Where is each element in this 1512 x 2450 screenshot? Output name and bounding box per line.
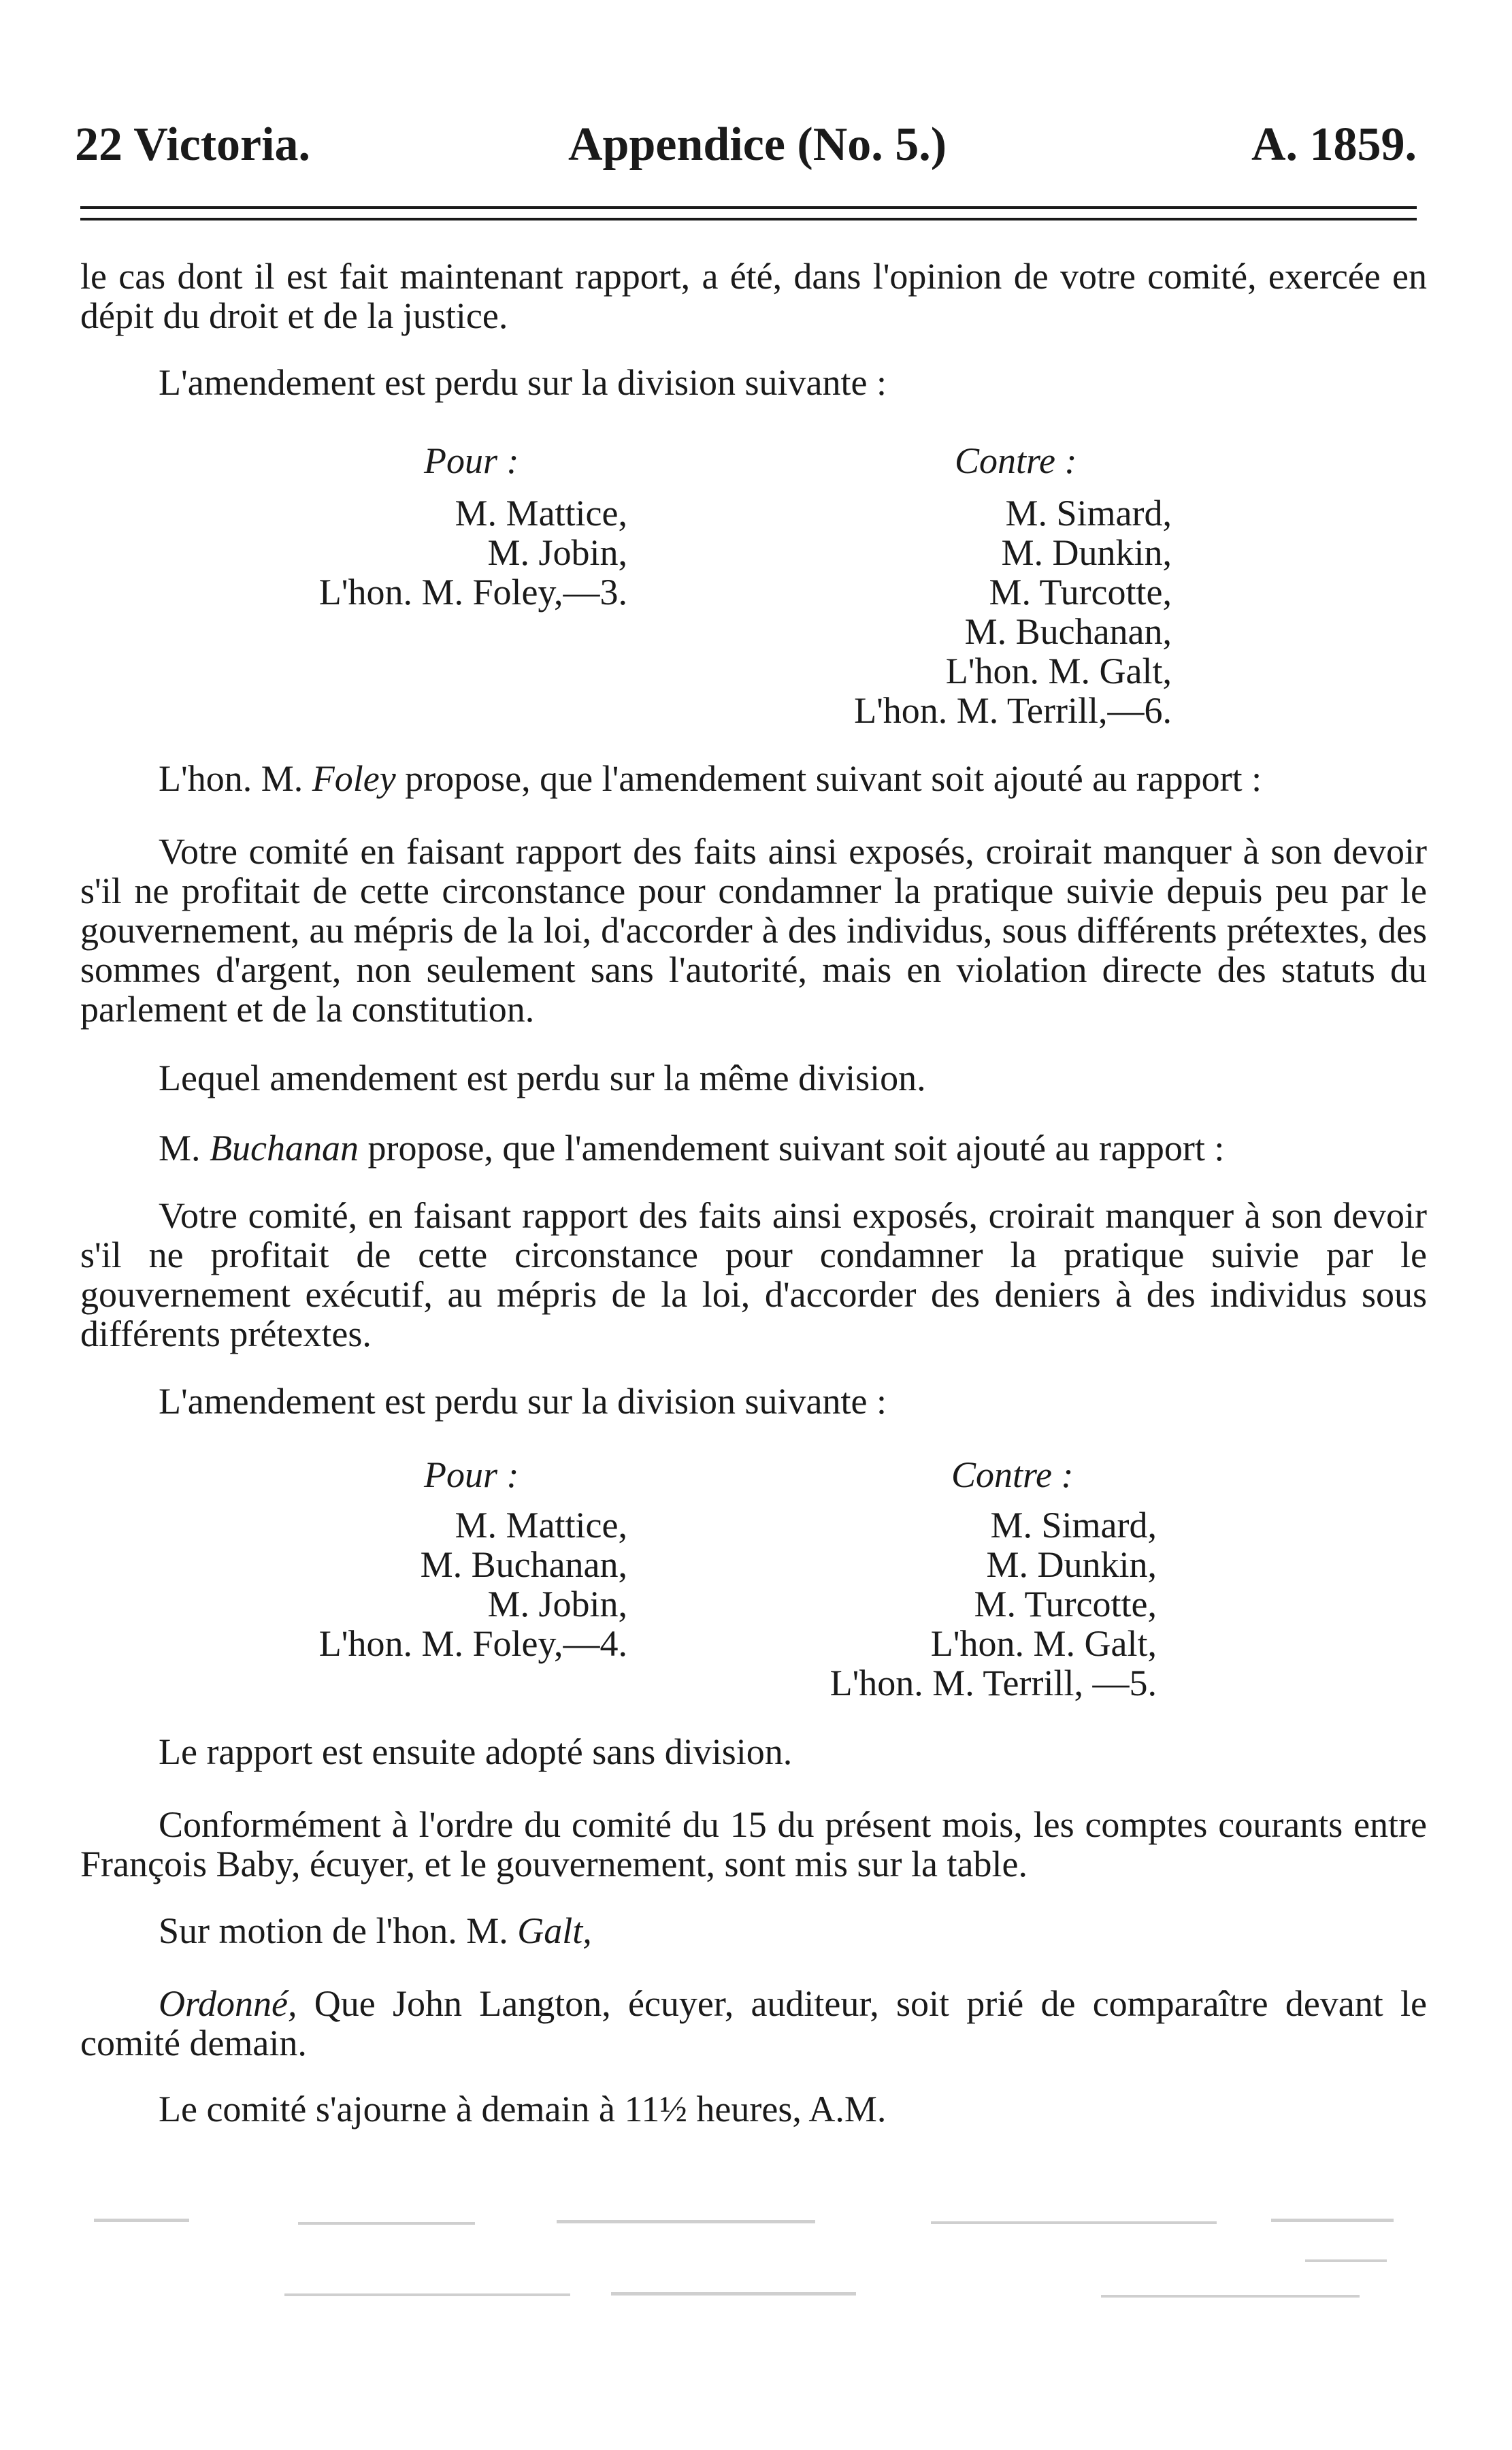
order-text: Que John Langton, écuyer, auditeur, soit prié de comparaître devant le comité demain. (80, 1983, 1427, 2063)
paragraph-foley-motion (80, 759, 1427, 798)
vote2-pour-member: M. Jobin, (487, 1584, 627, 1624)
vote1-contre-member: L'hon. M. Terrill,—6. (854, 690, 1172, 731)
buchanan-name: Buchanan (210, 1128, 359, 1169)
galt-name: Galt, (517, 1910, 592, 1951)
vote2-contre-member: L'hon. M. Terrill, —5. (829, 1663, 1157, 1703)
vote2-pour-member: M. Buchanan, (420, 1544, 627, 1585)
vote1-pour-list (319, 493, 627, 612)
vote1-contre-list (854, 493, 1172, 730)
vote1-contre-member: L'hon. M. Galt, (945, 651, 1172, 691)
header-rule-top (80, 206, 1417, 209)
paragraph-same-division: Lequel amendement est perdu sur la même division. (159, 1058, 926, 1098)
vote1-contre-member: M. Dunkin, (1001, 532, 1172, 573)
vote1-pour-member: M. Jobin, (487, 532, 627, 573)
paragraph-foley-amendment: Votre comité en faisant rapport des faits ainsi exposés, croirait manquer à son devoir s'il ne profitait de cette circonstance pour condamner la pratique suivie depuis peu par le gouvernement, au mépris de la loi, d'accorder à des individus, sous différents prétextes, des sommes d'argent, non seulement sans l'autorité, mais en violation directe des statuts du parlement et de la constitution. (80, 831, 1427, 1030)
galt-prefix: Sur motion de l'hon. M. (159, 1910, 518, 1951)
foley-name: Foley (312, 758, 396, 799)
buchanan-suffix: propose, que l'amendement suivant soit ajouté au rapport : (358, 1128, 1225, 1169)
page-header (75, 114, 1417, 176)
buchanan-prefix: M. (159, 1128, 210, 1169)
vote1-pour-heading: Pour : (424, 440, 519, 481)
paragraph-buchanan-motion (80, 1128, 1427, 1168)
vote1-contre-heading: Contre : (955, 440, 1077, 481)
vote1-contre-member: M. Simard, (1005, 493, 1172, 534)
vote2-contre-list (830, 1505, 1157, 1703)
vote2-pour-heading: Pour : (424, 1454, 519, 1495)
paragraph-report-adopted: Le rapport est ensuite adopté sans division. (159, 1731, 793, 1772)
vote2-contre-heading: Contre : (951, 1454, 1074, 1495)
bleed-through-smudge (80, 2205, 1428, 2321)
vote1-contre-member: M. Turcotte, (989, 572, 1172, 612)
paragraph-division-2: L'amendement est perdu sur la division suivante : (159, 1381, 887, 1422)
vote2-contre-member: M. Turcotte, (974, 1584, 1157, 1624)
paragraph-continuation: le cas dont il est fait maintenant rapport, a été, dans l'opinion de votre comité, exercée en dépit du droit et de la justice. (80, 256, 1427, 336)
vote1-pour-member: L'hon. M. Foley,—3. (318, 572, 627, 612)
vote2-contre-member: L'hon. M. Galt, (930, 1623, 1157, 1664)
vote2-pour-member: M. Mattice, (455, 1505, 627, 1546)
vote2-pour-member: L'hon. M. Foley,—4. (318, 1623, 627, 1664)
foley-prefix: L'hon. M. (159, 758, 312, 799)
vote2-contre-member: M. Dunkin, (986, 1544, 1157, 1585)
order-word: Ordonné, (159, 1983, 297, 2024)
paragraph-adjournment: Le comité s'ajourne à demain à 11½ heures, A.M. (159, 2089, 887, 2129)
foley-suffix: propose, que l'amendement suivant soit ajouté au rapport : (395, 758, 1262, 799)
vote2-contre-member: M. Simard, (990, 1505, 1157, 1546)
header-session: 22 Victoria. (75, 118, 311, 171)
vote1-pour-member: M. Mattice, (455, 493, 627, 534)
paragraph-division-1: L'amendement est perdu sur la division suivante : (159, 362, 887, 403)
vote1-contre-member: M. Buchanan, (964, 611, 1172, 652)
paragraph-order (80, 1984, 1427, 2063)
paragraph-galt-motion (80, 1911, 1427, 1950)
vote2-pour-list (319, 1505, 627, 1663)
paragraph-buchanan-amendment: Votre comité, en faisant rapport des faits ainsi exposés, croirait manquer à son devoir s'il ne profitait de cette circonstance pour condamner la pratique suivie par le gouvernement exécutif, au mépris de la loi, d'accorder des deniers à des individus sous différents prétextes. (80, 1195, 1427, 1354)
header-year: A. 1859. (1251, 118, 1417, 171)
header-rule-bottom (80, 218, 1417, 220)
header-appendix: Appendice (No. 5.) (568, 118, 947, 171)
paragraph-accounts-tabled: Conformément à l'ordre du comité du 15 du présent mois, les comptes courants entre François Baby, écuyer, et le gouvernement, sont mis sur la table. (80, 1804, 1427, 1884)
